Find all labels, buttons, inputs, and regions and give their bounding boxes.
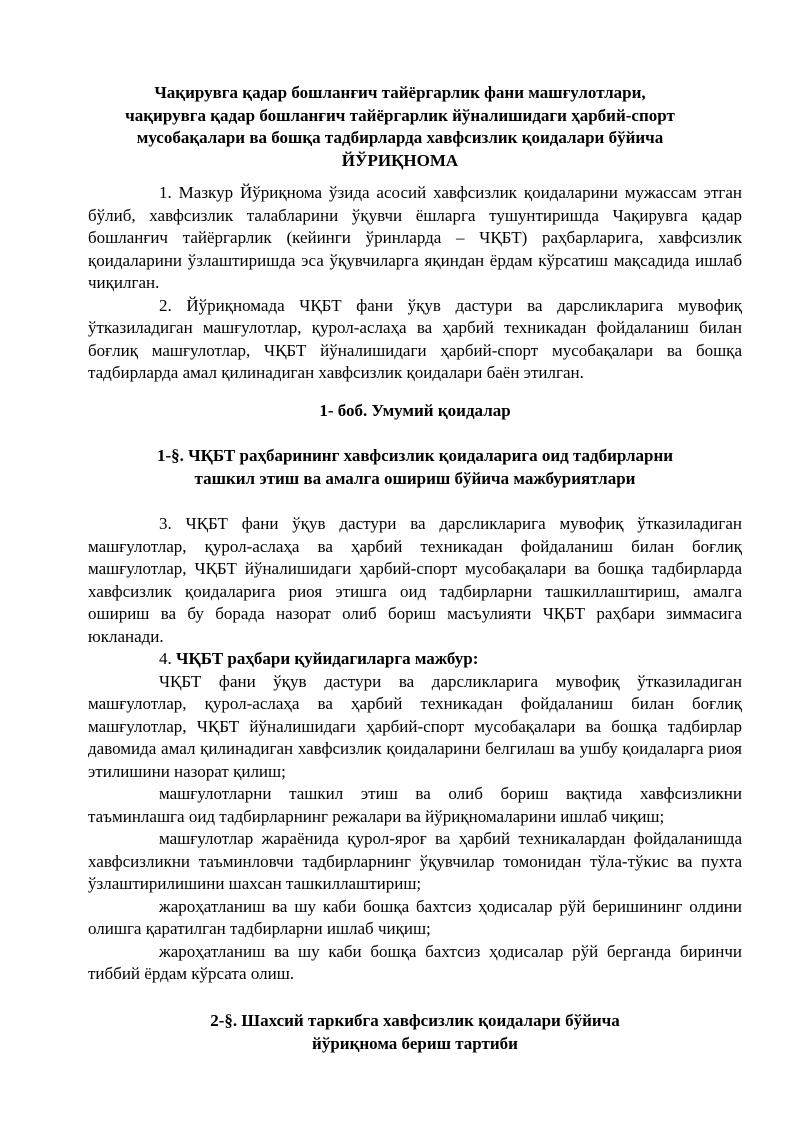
section-2-title-line-1: 2-§. Шахсий таркибга хавфсизлик қоидалари бўйича	[210, 1011, 620, 1030]
chapter-1-heading	[88, 400, 742, 423]
section-1-heading	[88, 445, 742, 490]
title-line-3: мусобақалари ва бошқа тадбирларда хавфсизлик қоидалари бўйича	[136, 128, 664, 147]
title-line-2: чақирувга қадар бошланғич тайёргарлик йўналишидаги ҳарбий-спорт	[125, 105, 675, 125]
section-1-title-line-1: 1-§. ЧҚБТ раҳбарининг хавфсизлик қоидаларига оид тадбирларни	[156, 446, 674, 465]
obligation-item-1: ЧҚБТ фани ўқув дастури ва дарсликларига мувофиқ ўтказиладиган машғулотлар, қурол-аслаҳа ва ҳарбий техникадан фойдаланиш билан боғлиқ машғулотлар, ЧҚБТ йўналишидаги ҳарбий-спорт мусобақалари ва бошқа тадбирлар давомида амал қилинадиган хавфсизлик қоидаларини белгилаш ва ушбу қоидаларга риоя этилишини назорат қилиш;	[88, 671, 742, 781]
obligation-item-4: жароҳатланиш ва шу каби бошқа бахтсиз ҳодисалар рўй беришининг олдини олишга қаратилган тадбирларни ишлаб чиқиш;	[88, 896, 742, 938]
paragraph-4	[88, 648, 742, 671]
paragraph-2: 2. Йўриқномада ЧҚБТ фани ўқув дастури ва дарсликларига мувофиқ ўтказиладиган машғулотлар, қурол-аслаҳа ва ҳарбий техникадан фойдаланиш билан боғлиқ машғулотлар, ЧҚБТ йўналишидаги ҳарбий-спорт мусобақалари ва бошқа тадбирларда амал қилинадиган хавфсизлик қоидалари баён этилган.	[88, 295, 742, 382]
title-line-4: ЙЎРИҚНОМА	[341, 150, 459, 170]
obligation-item-2: машғулотларни ташкил этиш ва олиб бориш вақтида хавфсизликни таъминлашга оид тадбирларнинг режалари ва йўриқномаларини ишлаб чиқиш;	[88, 784, 742, 826]
paragraph-1: 1. Мазкур Йўриқнома ўзида асосий хавфсизлик қоидаларини мужассам этган бўлиб, хавфсизлик талабларини ўқувчи ёшларга тушунтиришда Чақирувга қадар бошланғич тайёргарлик (кейинги ўринларда – ЧҚБТ) раҳбарларига, хавфсизлик қоидаларини ўзлаштиришда эса ўқувчиларга яқиндан ёрдам кўрсатиш мақсадида ишлаб чиқилган.	[88, 183, 742, 292]
obligation-item-5: жароҳатланиш ва шу каби бошқа бахтсиз ҳодисалар рўй берганда биринчи тиббий ёрдам кўрсата олиш.	[88, 941, 742, 983]
title-line-1: Чақирувга қадар бошланғич тайёргарлик фани машғулотлари,	[154, 83, 646, 102]
paragraph-3: 3. ЧҚБТ фани ўқув дастури ва дарсликларига мувофиқ ўтказиладиган машғулотлар, қурол-аслаҳа ва ҳарбий техникадан фойдаланиш билан боғлиқ машғулотлар, ЧҚБТ йўналишидаги ҳарбий-спорт мусобақалари ва бошқа тадбирларда хавфсизлик қоидаларига риоя этишга оид тадбирларни ташкиллаштириш, амалга ошириш ва бу борада назорат олиб бориш масъулияти ЧҚБТ раҳбари зиммасига юкланади.	[88, 514, 742, 646]
section-1-body	[88, 513, 742, 986]
intro-block	[88, 182, 742, 385]
obligation-item-3: машғулотлар жараёнида қурол-яроғ ва ҳарбий техникалардан фойдаланишда хавфсизликни таъминловчи тадбирларнинг ўқувчилар томонидан тўла-тўкис ва пухта ўзлаштирилишини шахсан ташкиллаштириш;	[88, 829, 742, 893]
section-2-heading	[88, 1010, 742, 1055]
paragraph-4-number: 4.	[159, 649, 176, 668]
section-2-title-line-2: йўриқнома бериш тартиби	[312, 1033, 518, 1053]
document-title	[90, 82, 710, 172]
section-1-title-line-2: ташкил этиш ва амалга ошириш бўйича мажбуриятлари	[194, 468, 636, 488]
paragraph-4-heading: ЧҚБТ раҳбари қуйидагиларга мажбур:	[176, 649, 479, 668]
chapter-1-title: 1- боб. Умумий қоидалар	[319, 401, 511, 420]
